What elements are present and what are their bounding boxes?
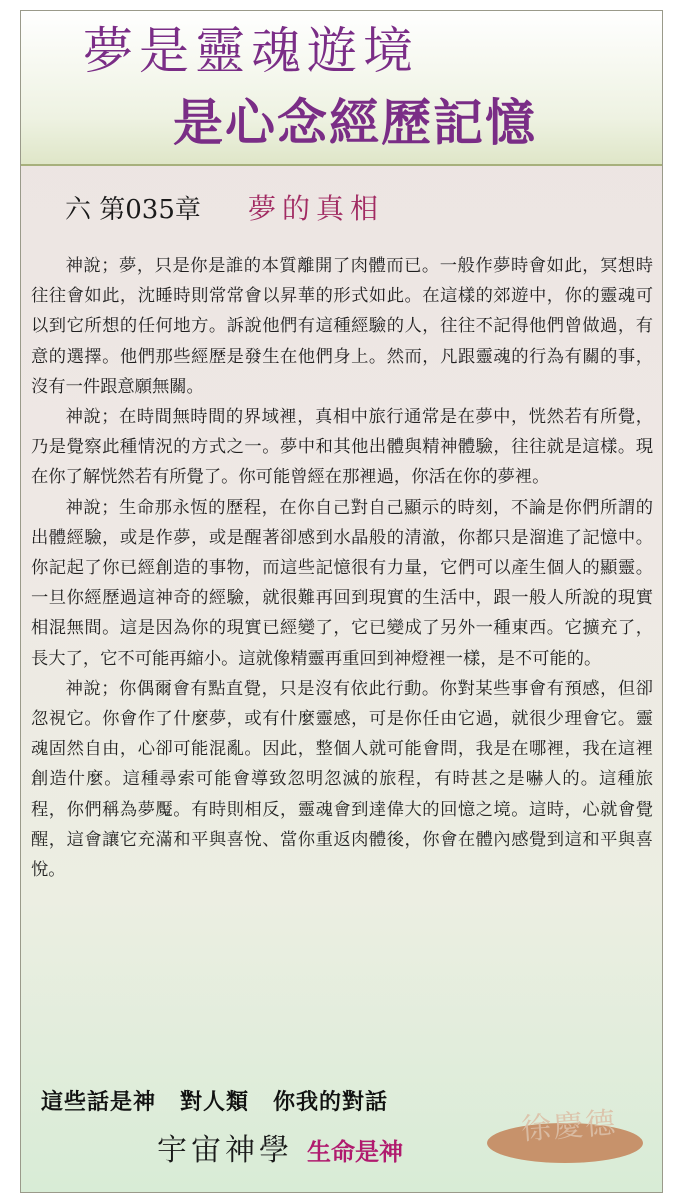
paragraph: 神說；在時間無時間的界域裡，真相中旅行通常是在夢中，恍然若有所覺，乃是覺察此種情況的方式之一。夢中和其他出體與精神體驗，往往就是這樣。現在你了解恍然若有所覺了。你可能曾經在那裡過，你活在你的夢裡。: [31, 407, 653, 488]
article-page: [20, 10, 663, 1193]
paragraph: 神說；你偶爾會有點直覺，只是沒有依此行動。你對某些事會有預感，但卻忽視它。你會作了什麼夢，或有什麼靈感，可是你任由它過，就很少理會它。靈魂固然自由，心卻可能混亂。因此，整個人就可能會問，我是在哪裡，我在這裡創造什麼。這種尋索可能會導致忽明忽滅的旅程，有時甚之是嚇人的。這種旅程，你們稱為夢魘。有時則相反，靈魂會到達偉大的回憶之境。這時，心就會覺醒，這會讓它充滿和平與喜悅、當你重返肉體後，你會在體內感覺到這和平與喜悅。: [31, 678, 653, 881]
brand-slogan: 生命是神: [307, 1137, 403, 1166]
brand-name: 宇宙神學: [157, 1133, 293, 1168]
header-banner: [21, 11, 662, 166]
footer-dialogue-line: [41, 1085, 412, 1116]
chapter-heading: [65, 189, 384, 229]
paragraph: 神說；夢，只是你是誰的本質離開了肉體而已。一般作夢時會如此，冥想時往往會如此，沈睡時則常常會以昇華的形式如此。在這樣的郊遊中，你的靈魂可以到它所想的任何地方。訴說他們有這種經驗的人，往往不記得他們曾做過，有意的選擇。他們那些經歷是發生在他們身上。然而，凡跟靈魂的行為有關的事，沒有一件跟意願無關。: [31, 256, 653, 397]
header-title-line1: 夢是靈魂遊境: [83, 22, 419, 80]
header-title-line2: 是心念經歷記憶: [173, 94, 537, 152]
article-body: [31, 251, 653, 885]
footer-brand: [157, 1129, 403, 1173]
signature-text: 徐慶德: [520, 1105, 619, 1148]
paragraph: 神說；生命那永恆的歷程，在你自己對自己顯示的時刻，不論是你們所謂的出體經驗，或是作夢，或是醒著卻感到水晶般的清澈，你都只是溜進了記憶中。你記起了你已經創造的事物，而這些記憶很有力量，它們可以產生個人的顯靈。一旦你經歷過這神奇的經驗，就很難再回到現實的生活中，跟一般人所說的現實相混無間。這是因為你的現實已經變了，它已變成了另外一種東西。它擴充了，長大了，它不可能再縮小。這就像精靈再重回到神燈裡一樣，是不可能的。: [31, 497, 653, 669]
chapter-title: 夢的真相: [248, 192, 385, 225]
footer-talk-part: 你我的對話: [273, 1089, 389, 1115]
footer-talk-part: 對人類: [180, 1089, 250, 1115]
chapter-number: 六 第035章: [65, 195, 201, 225]
footer-talk-part: 這些話是神: [41, 1089, 157, 1115]
